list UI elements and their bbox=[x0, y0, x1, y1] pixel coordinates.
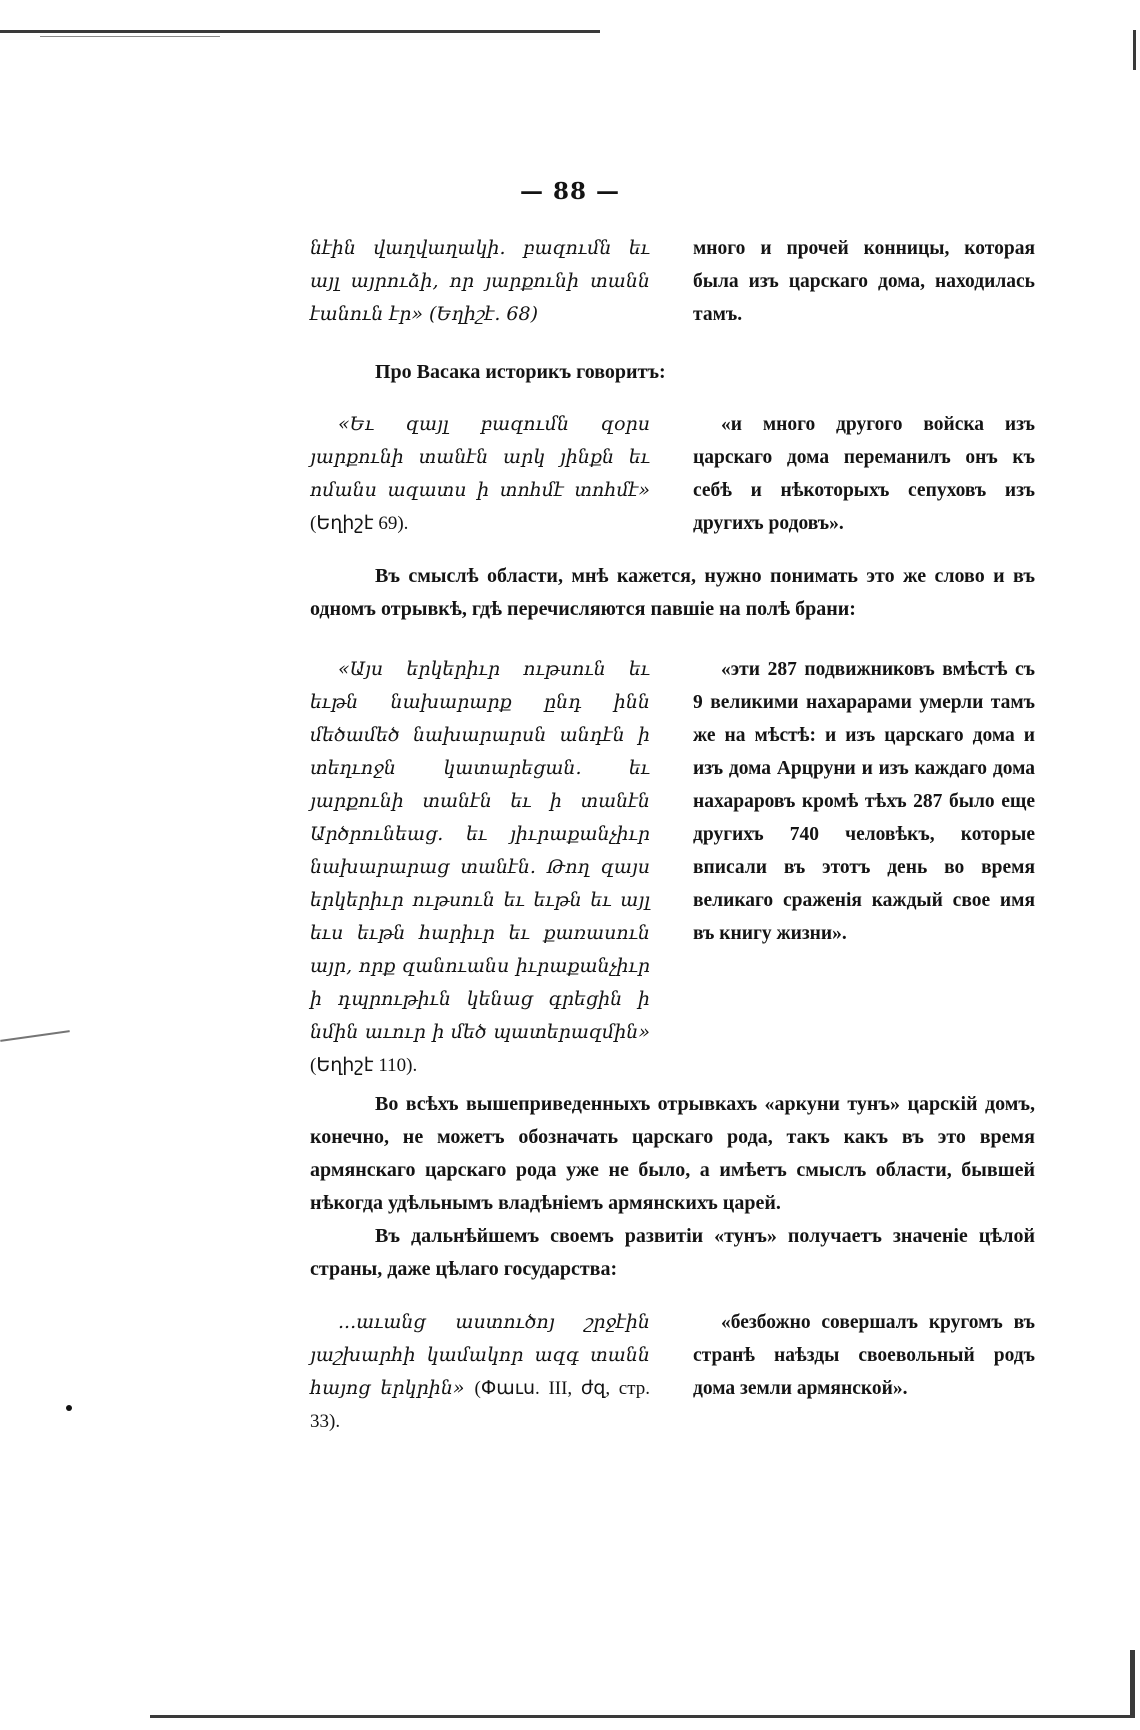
prose-section bbox=[310, 1088, 1035, 1286]
russian-translation: много и прочей конницы, которая была изъ царскаго дома, находилась тамъ. bbox=[693, 238, 1035, 325]
armenian-quote bbox=[310, 653, 650, 1082]
parallel-block-1 bbox=[310, 232, 1035, 331]
parallel-block-3 bbox=[310, 653, 1035, 1082]
armenian-text: «Եւ զայլ բազումն զօրս յարքունի տանէն արկ յինքն եւ ոմանս ազատս ի տոհմէ տոհմէ» bbox=[310, 413, 650, 501]
ink-speck bbox=[66, 1405, 72, 1411]
scan-edge-right bbox=[1133, 30, 1136, 70]
russian-translation: «и много другого войска изъ царскаго дома переманилъ онъ къ себѣ и нѣкоторыхъ сепуховъ изъ другихъ родовъ». bbox=[693, 414, 1035, 534]
prose-paragraph bbox=[310, 356, 1035, 389]
parallel-block-4 bbox=[310, 1306, 1035, 1438]
armenian-text: ...աւանց աստուծոյ շրջէին յաշխարհի կամակոր ազգ տանն հայոց երկրին» bbox=[310, 1311, 650, 1399]
armenian-reference: (Փաւս. III, ժզ, стр. 33). bbox=[310, 1378, 651, 1432]
russian-translation: «эти 287 подвижниковъ вмѣстѣ съ 9 великими нахарарами умерли тамъ же на мѣстѣ: и изъ царскаго дома и изъ дома Арцруни и изъ каждаго дома нахараровъ кромѣ тѣхъ 287 было еще другихъ 740 человѣкъ, которые вписали въ этотъ день во время великаго сраженія каждый свое имя въ книгу жизни». bbox=[693, 659, 1035, 944]
scan-edge-bottom-right bbox=[1130, 1650, 1135, 1716]
armenian-text: նէին վաղվաղակի. բազումն եւ այլ այրուձի, որ յարքունի տանն էանուն էր» (Եղիշէ. 68) bbox=[310, 237, 650, 325]
prose-text: Про Васака историкъ говоритъ: bbox=[375, 361, 666, 383]
scan-edge-left-mid bbox=[0, 1030, 70, 1042]
armenian-reference: (Եղիշէ 110). bbox=[310, 1055, 418, 1076]
prose-text-2: Въ дальнѣйшемъ своемъ развитіи «тунъ» получаетъ значеніе цѣлой страны, даже цѣлаго государства: bbox=[310, 1225, 1035, 1280]
prose-text: Во всѣхъ вышеприведенныхъ отрывкахъ «аркуни тунъ» царскій домъ, конечно, не можетъ обозначать царскаго рода, такъ какъ въ это время армянскаго царскаго рода уже не было, а имѣетъ смыслъ области, бывшей нѣкогда удѣльнымъ владѣніемъ армянскихъ царей. bbox=[310, 1093, 1035, 1214]
russian-translation: «безбожно совершалъ кругомъ въ странѣ наѣзды своевольный родъ дома земли армянской». bbox=[693, 1312, 1035, 1399]
prose-text: Въ смыслѣ области, мнѣ кажется, нужно понимать это же слово и въ одномъ отрывкѣ, гдѣ перечисляются павшіе на полѣ брани: bbox=[310, 565, 1035, 620]
armenian-reference: (Եղիշէ 69). bbox=[310, 513, 409, 534]
armenian-quote bbox=[310, 1306, 650, 1438]
armenian-text: «Այս երկերիւր ութսուն եւ եւթն նախարարք ընդ ինն մեծամեծ նախարարսն անդէն ի տեղւոջն կատարեցան. եւ յարքունի տանէն եւ ի տանէն Արծրունեաց. եւ յիւրաքանչիւր նախարարաց տանէն. Թող զայս երկերիւր ութսուն եւ եւթն եւ այլ եւս եւթն հարիւր եւ քառասուն այր, որք զանուանս իւրաքանչիւր ի դպրութիւն կենաց գրեցին ի նմին աւուր ի մեծ պատերազմին» bbox=[310, 658, 650, 1043]
parallel-block-2 bbox=[310, 408, 1035, 540]
scan-edge-bottom bbox=[150, 1715, 1135, 1718]
armenian-quote bbox=[310, 408, 650, 540]
page-number: — 88 — bbox=[519, 178, 621, 205]
scan-edge-top-faint bbox=[40, 36, 220, 37]
scan-edge-top bbox=[0, 30, 600, 33]
prose-paragraph bbox=[310, 560, 1035, 626]
